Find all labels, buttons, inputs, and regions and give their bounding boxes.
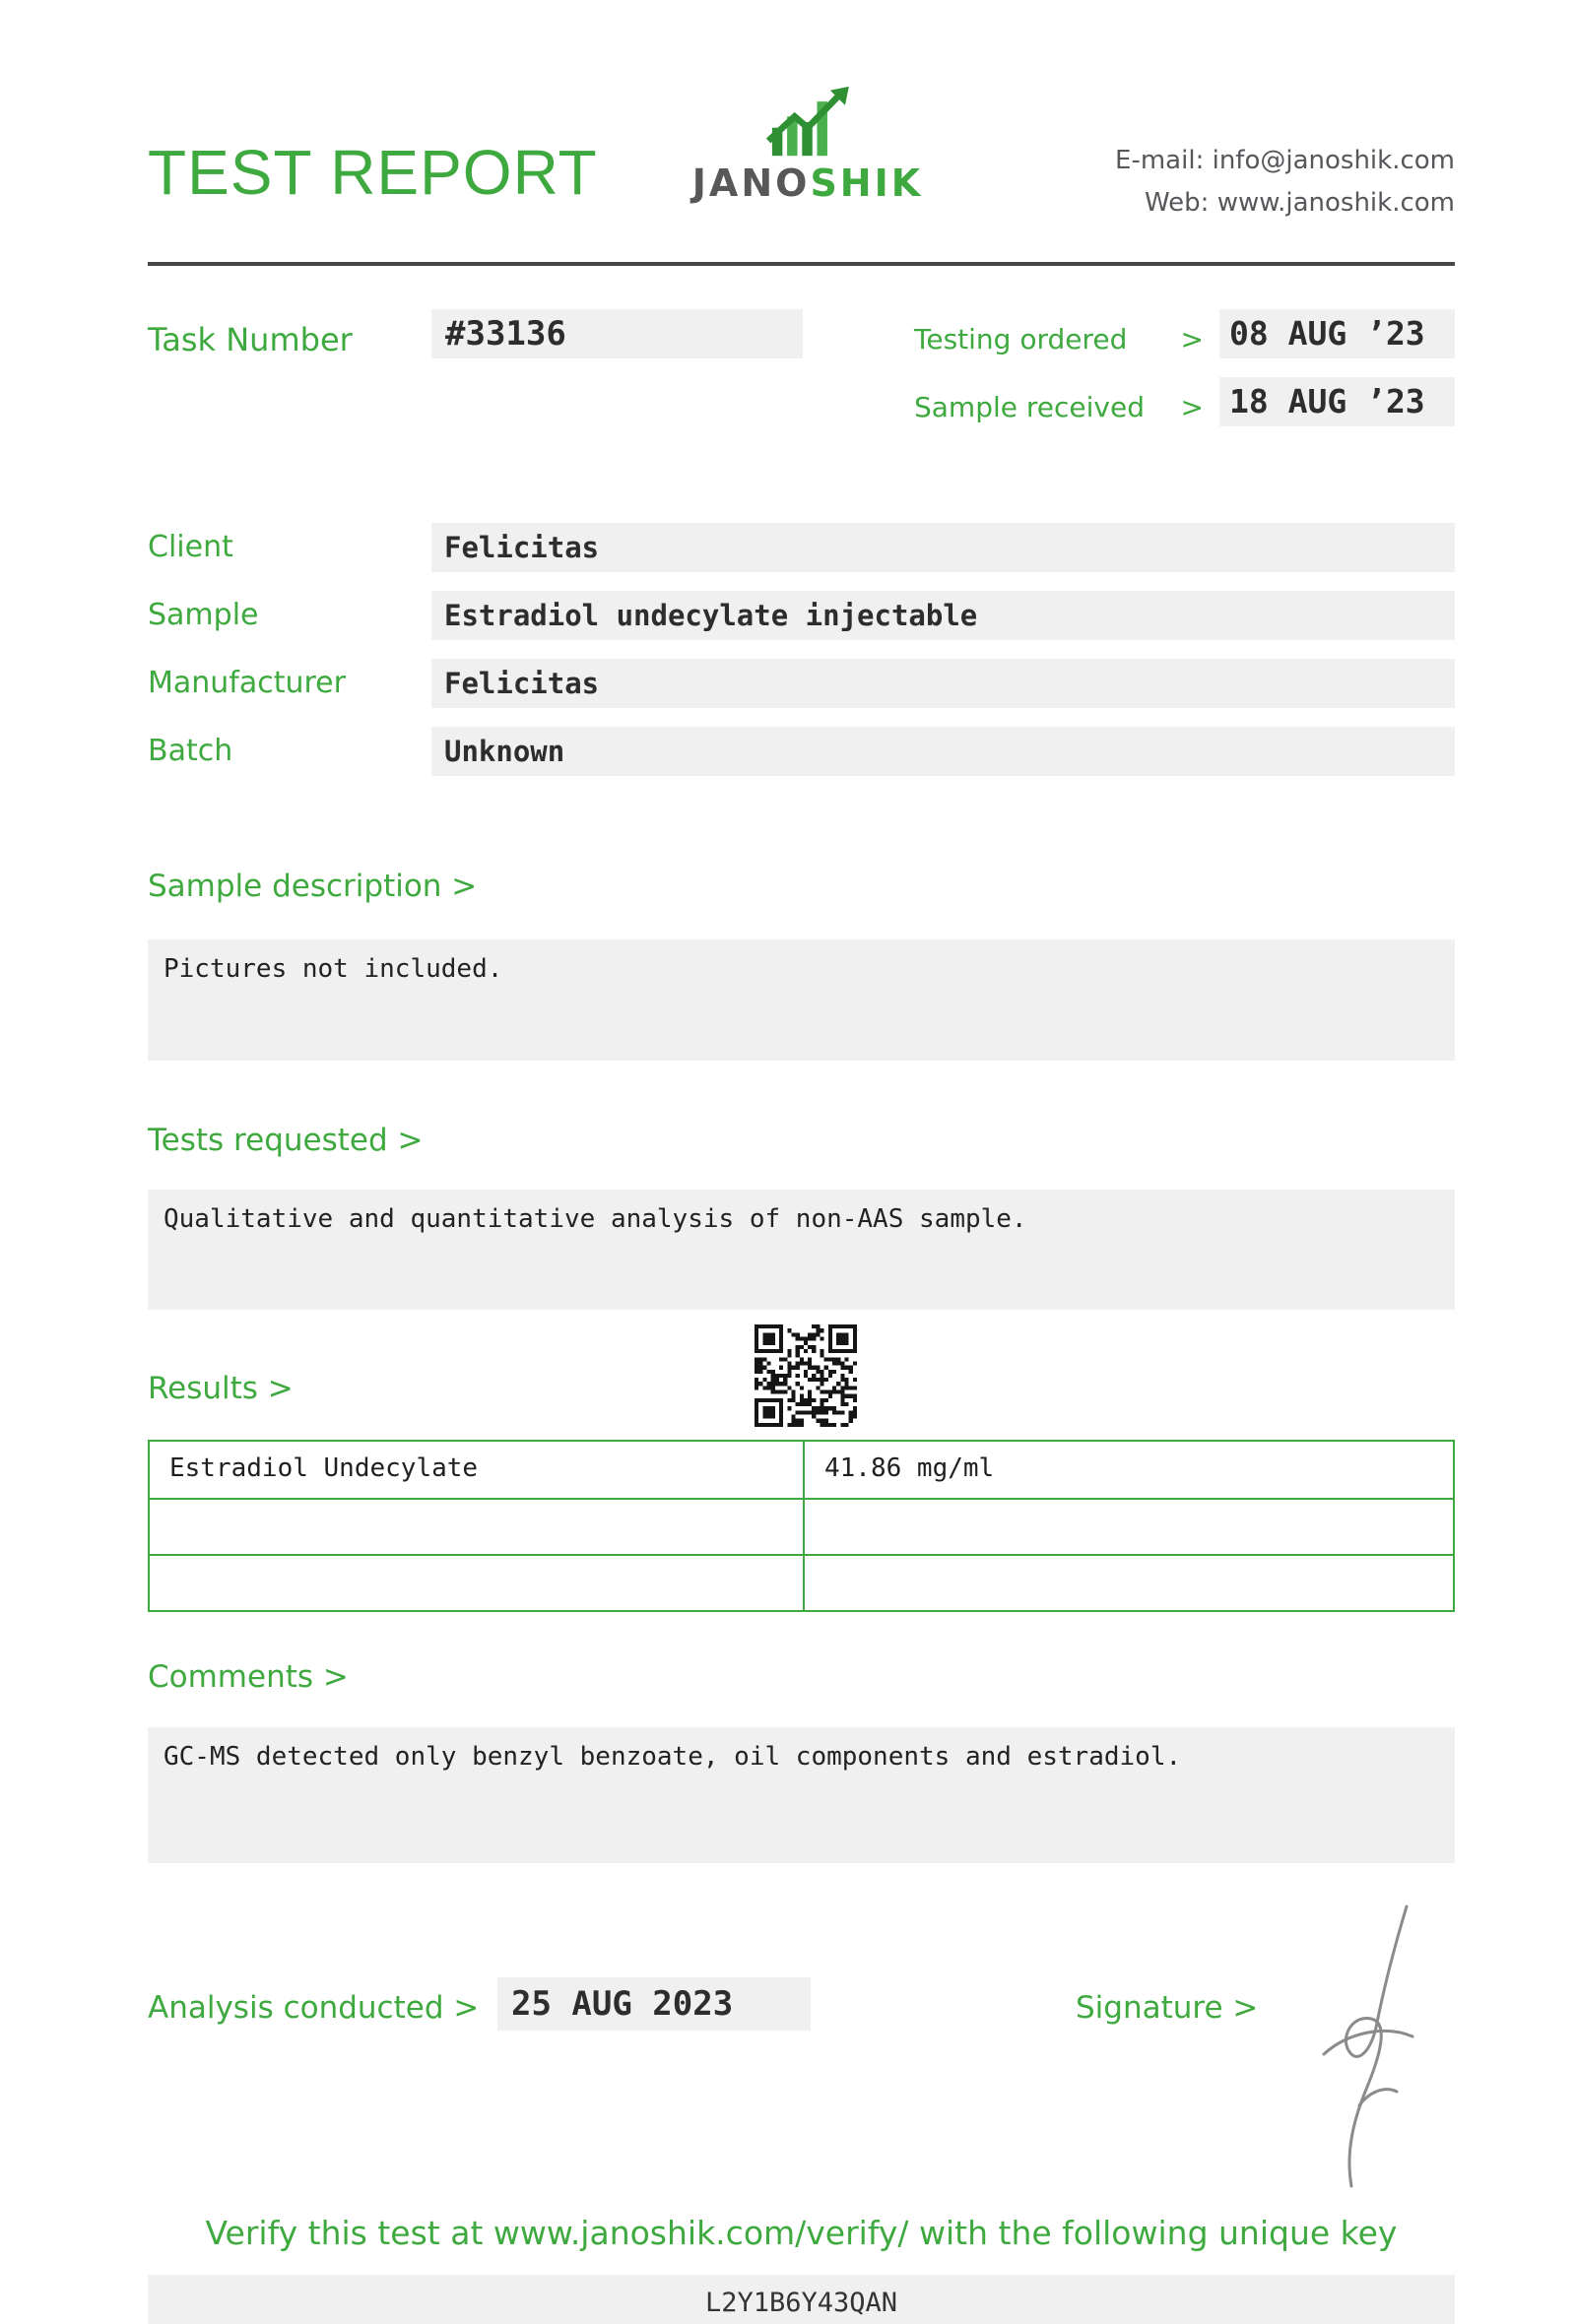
growth-chart-icon [760, 85, 855, 160]
sample-description-heading: Sample description > [148, 869, 478, 904]
sample-label: Sample [148, 598, 259, 632]
tests-requested-heading: Tests requested > [148, 1123, 424, 1158]
tests-requested-text: Qualitative and quantitative analysis of non-AAS sample. [148, 1190, 1455, 1310]
logo-text-jano: JANO [691, 161, 811, 205]
sample-received-label: Sample received [914, 391, 1145, 423]
header-divider [148, 262, 1455, 266]
email-label: E-mail: [1115, 146, 1205, 175]
result-substance: Estradiol Undecylate [150, 1442, 805, 1498]
result-substance [150, 1500, 805, 1554]
result-value [805, 1556, 1453, 1610]
task-number-value: #33136 [431, 309, 803, 358]
testing-ordered-row [914, 323, 1204, 355]
analysis-conducted-date: 25 AUG 2023 [497, 1977, 811, 2031]
table-row [150, 1498, 1453, 1554]
client-label: Client [148, 530, 233, 564]
contact-info [1115, 140, 1455, 225]
manufacturer-label: Manufacturer [148, 666, 346, 700]
comments-text: GC-MS detected only benzyl benzoate, oil components and estradiol. [148, 1727, 1455, 1863]
sample-received-chevron: > [1180, 391, 1204, 423]
result-value: 41.86 mg/ml [824, 1453, 995, 1483]
email-line [1115, 140, 1455, 182]
logo-wordmark [680, 161, 936, 205]
sample-received-row [914, 391, 1204, 423]
results-table [148, 1440, 1455, 1612]
result-value [805, 1500, 1453, 1554]
signature-label: Signature > [1076, 1990, 1259, 2026]
table-row [150, 1442, 1453, 1498]
table-row [150, 1554, 1453, 1610]
results-heading: Results > [148, 1371, 294, 1406]
client-value: Felicitas [431, 523, 1455, 572]
web-line [1115, 182, 1455, 225]
sample-value: Estradiol undecylate injectable [431, 591, 1455, 640]
email-value: info@janoshik.com [1212, 146, 1455, 175]
verify-key: L2Y1B6Y43QAN [148, 2275, 1455, 2324]
janoshik-logo [680, 85, 936, 205]
result-substance [150, 1556, 805, 1610]
web-label: Web: [1144, 188, 1210, 218]
report-title: TEST REPORT [148, 137, 598, 208]
testing-ordered-label: Testing ordered [914, 323, 1128, 355]
testing-ordered-chevron: > [1180, 323, 1204, 355]
batch-label: Batch [148, 734, 233, 768]
task-number-label: Task Number [148, 321, 353, 358]
analysis-conducted-label: Analysis conducted > [148, 1990, 480, 2026]
manufacturer-value: Felicitas [431, 659, 1455, 708]
qr-code [755, 1324, 857, 1427]
web-value: www.janoshik.com [1216, 188, 1455, 218]
verify-instruction: Verify this test at www.janoshik.com/verify/ with the following unique key [205, 2214, 1398, 2252]
comments-heading: Comments > [148, 1659, 349, 1695]
sample-description-text: Pictures not included. [148, 939, 1455, 1061]
sample-received-date: 18 AUG ’23 [1219, 377, 1455, 426]
logo-text-shik: SHIK [810, 161, 924, 205]
batch-value: Unknown [431, 727, 1455, 776]
signature-scribble [1290, 1899, 1438, 2194]
testing-ordered-date: 08 AUG ’23 [1219, 309, 1455, 358]
